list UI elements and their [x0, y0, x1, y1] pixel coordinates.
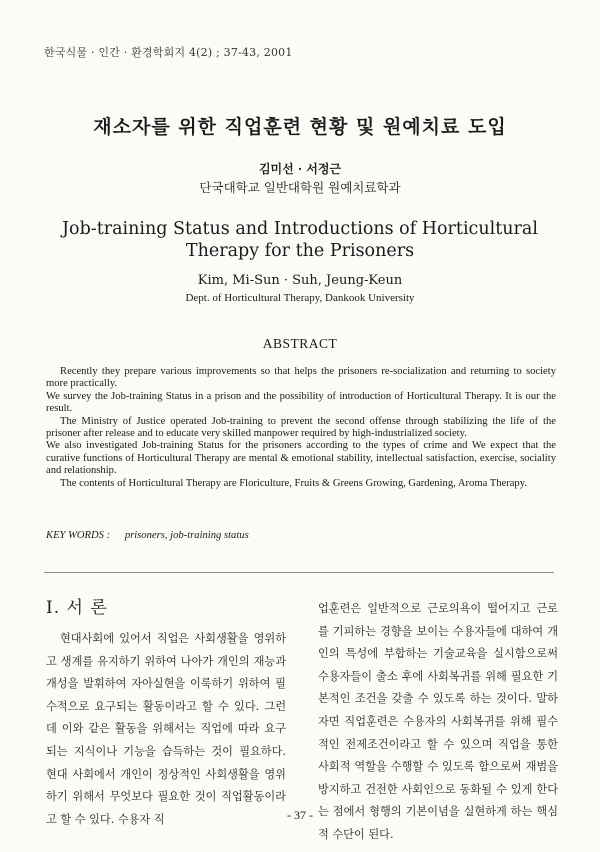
- body-paragraph: 업훈련은 일반적으로 근로의욕이 떨어지고 근로를 기피하는 경향을 보이는 수용자들에 대하여 개인의 특성에 부합하는 기술교육을 실시함으로써 수용자들이 출소 후에 사회복귀를 위해 필요한 기본적인 조건을 갖출 수 있도록 하는 것이다. 말하자면 직업훈련은 수용자의 사회복귀를 위해 필수적인 전제조건이라고 할 수 있으며 직업을 통한 사회적 역할을 수행할 수 있도록 함으로써 재범을 방지하고 건전한 사회인으로 동화될 수 있게 한다는 점에서 형행의 기본이념을 실현하게 하는 핵심적 수단이 된다.: [318, 602, 558, 841]
- keywords-label: KEY WORDS :: [46, 530, 111, 541]
- abstract-paragraph: Recently they prepare various improvements so that helps the prisoners re-socialization and returning to society more practically.: [46, 366, 556, 390]
- section-heading: Ⅰ. 서 론: [46, 598, 108, 618]
- english-affiliation: Dept. of Horticultural Therapy, Dankook University: [185, 292, 415, 304]
- abstract-heading: ABSTRACT: [262, 336, 338, 351]
- body-column-left: [46, 628, 286, 831]
- keywords: [46, 530, 249, 541]
- abstract-body: [46, 366, 556, 490]
- abstract-paragraph: We survey the Job-training Status in a prison and the possibility of introduction of Horticultural Therapy. It is our the result.: [46, 390, 556, 415]
- korean-affiliation: 단국대학교 일반대학원 원예치료학과: [199, 180, 401, 195]
- korean-authors: 김미선 · 서정근: [258, 162, 342, 176]
- abstract-paragraph: The contents of Horticultural Therapy are Floriculture, Fruits & Greens Growing, Gardening, Aroma Therapy.: [60, 477, 527, 489]
- english-authors: Kim, Mi-Sun · Suh, Jeung-Keun: [197, 273, 403, 288]
- abstract-paragraph: The Ministry of Justice operated Job-training to prevent the second offense through stabilizing the life of the prisoner after release and to educate very skilled manpower required by high-industrialized society.: [46, 415, 556, 440]
- body-paragraph: 현대사회에 있어서 직업은 사회생활을 영위하고 생계를 유지하기 위하여 나아가 개인의 재능과 개성을 발휘하여 자아실현을 이룩하기 위하여 필수적으로 요구되는 활동이라고 할 수 있다. 그런데 이와 같은 활동을 위해서는 직업에 따라 요구되는 지식이나 기능을 습득하는 것이 필요하다. 현대 사회에서 개인이 정상적인 사회생활을 영위하기 위해서 무엇보다 필요한 것이 직업활동이라고 할 수 있다. 수용자 직: [46, 632, 286, 826]
- journal-header: 한국식물 · 인간 · 환경학회지 4(2) ; 37-43, 2001: [44, 46, 293, 59]
- keywords-value: prisoners, job-training status: [124, 530, 249, 541]
- section-divider: [44, 572, 554, 573]
- abstract-paragraph: We also investigated Job-training Status for the prisoners according to the types of crime and We expect that the curative functions of Horticultural Therapy are mental & emotional stability, intellectual satisfaction, exercise, sociality and relationship.: [46, 440, 556, 477]
- page-number: - 37 -: [287, 808, 313, 822]
- english-title: Job-training Status and Introductions of Horticultural Therapy for the Prisoners: [62, 219, 538, 261]
- korean-title: 재소자를 위한 직업훈련 현황 및 원예치료 도입: [93, 116, 507, 138]
